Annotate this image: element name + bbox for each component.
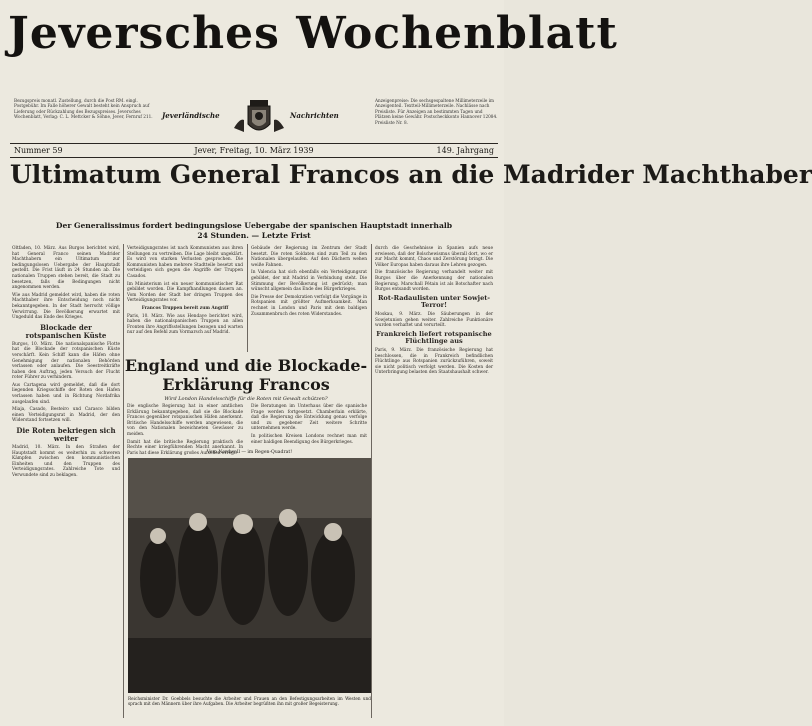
dateline-year: 149. Jahrgang (436, 146, 494, 155)
coat-of-arms-icon (230, 98, 288, 138)
section-heading: Rot-Radaulisten unter Sowjet-Terror! (377, 293, 491, 310)
column-3-bottom (251, 404, 367, 448)
article-paragraph: Madrid, 10. März. In den Straßen der Hauptstadt kommt es weiterhin zu schweren Kämpfen zwischen den kommunistischen Einheiten und den Truppen des Verteidigungsrates. Zahlreiche Tote und Verwundete sind zu beklagen. (12, 445, 120, 478)
photo-top-label: Vom Nordwall — im Regen-Quadrat! (206, 450, 293, 455)
masthead-left-info: Bezugspreis monatl. Zustellung, durch die Post RM. eingl. Postgebühr. Im Falle höherer Gewalt besteht kein Anspruch auf Lieferung oder Rückzahlung des Bezugspreises. Jeversches Wochenblatt, Verlag: C. L. Mettcker & Söhne, Jever, Fernruf 211. (14, 98, 153, 120)
article-paragraph: Moskau, 9. März. Die Säuberungen in der Sowjetunion gehen weiter. Zahlreiche Funktionäre wurden verhaftet und verurteilt. (375, 311, 493, 329)
story2-headline: England und die Blockade-Erklärung Francos (124, 356, 368, 394)
column-2-top (127, 246, 243, 352)
article-paragraph: Die Presse der Demokratien verfolgt die Vorgänge in Rotspanien mit größter Aufmerksamkeit. Man rechnet in London und Paris mit dem baldigen Zusammenbruch des roten Widerstandes. (251, 294, 367, 317)
news-photo (128, 458, 371, 693)
article-paragraph: durch die Geschehnisse in Spanien aufs neue erwiesen, daß der Bolschewismus überall dort, wo er zur Macht kommt, Chaos und Zerstörung bringt. Die Völker Europas haben daraus ihre Lehren gezogen. (375, 246, 493, 268)
article-paragraph: Die englische Regierung hat in einer amtlichen Erklärung bekanntgegeben, daß sie die Blockade Francos gegenüber rotspanischen Häfen anerkennt. Britische Handelsschiffe werden angewiesen, die von den Nationalen bezeichneten Gewässer zu meiden. (127, 404, 243, 437)
article-paragraph: Im Ministerium ist ein neuer kommunistischer Rat gebildet worden. Die Kampfhandlungen dauern an. Vom Norden der Stadt her dringen Truppen des Verteidigungsrates vor. (127, 281, 243, 304)
main-subheadline (10, 221, 498, 241)
dateline-number: Nummer 59 (14, 146, 63, 155)
photo-caption: Reichsminister Dr. Goebbels besuchte die Arbeiter und Frauen an den Befestigungsarbeiten im Westen und sprach mit den Männern über ihre Aufgaben. Die Arbeiter begrüßten ihn mit großer Begeisterung. (128, 696, 371, 707)
rule-bottom (10, 157, 498, 158)
rule-top (10, 143, 498, 144)
article-paragraph: Verteidigungsrates ist nach Kommunisten aus ihren Stellungen zu vertreiben. Die Lage bleibt ungeklärt. Es wird von starken Verlusten gesprochen. Die Kommunisten haben mehrere Stadtteile besetzt und verteidigen sich gegen die Angriffe der Truppen Casados. (127, 246, 243, 279)
article-heading-inline: Francos Truppen bereit zum Angriff (141, 305, 229, 311)
dateline (10, 145, 498, 157)
column-1 (12, 246, 120, 716)
column-2-bottom (127, 404, 243, 456)
article-paragraph: Damit hat die britische Regierung praktisch die Rechte einer kriegführenden Macht anerkannt. In Paris hat diese Erklärung großes Aufsehen erregt. (127, 439, 243, 456)
article-paragraph: In Valencia hat sich ebenfalls ein Verteidigungsrat gebildet, der mit Madrid in Verbindung steht. Die Stimmung der Bevölkerung ist gedrückt; man wünscht allgemein das Ende des Bürgerkrieges. (251, 270, 367, 293)
subheadline-line2: 24 Stunden. — Letzte Frist (197, 231, 311, 240)
article-paragraph: Gebäude der Regierung im Zentrum der Stadt besetzt. Die roten Soldaten sind zum Teil zu den Nationalen übergelaufen. Auf den Dächern wehen weiße Fahnen. (251, 246, 367, 268)
article-paragraph: Paris, 9. März. Die französische Regierung hat beschlossen, die in Frankreich befindlichen Flüchtlinge aus Rotspanien zurückzuführen, soweit sie nicht politisch verfolgt werden. Die Kosten der Unterbringung belasten den Staatshaushalt schwer. (375, 347, 493, 376)
article-paragraph: Burgos, 10. März. Die nationalspanische Flotte hat die Blockade der rotspanischen Küste verschärft. Kein Schiff kann die Häfen ohne Genehmigung der nationalen Behörden verlassen oder anlaufen. Die Seestreitkräfte haben den Auftrag, jeden Versuch der Flucht roter Führer zu verhindern. (12, 341, 120, 381)
dateline-place-date: Jever, Freitag, 10. März 1939 (194, 146, 314, 155)
column-divider (371, 244, 372, 718)
article-paragraph: Paris, 10. März. Wie aus Hendaye berichtet wird, haben die nationalspanischen Truppen an allen Fronten ihre Angriffsstellungen bezogen und warten nur auf den Befehl zum Vormarsch auf Madrid. (127, 313, 243, 336)
column-divider (247, 244, 248, 352)
article-paragraph: Oltfaden, 10. März. Aus Burgos berichtet wird, hat General Franco seinen Madrider Machthabern ein Ultimatum zur bedingungslosen Uebergabe der Hauptstadt gestellt. Die Frist läuft in 24 Stunden ab. Die nationalen Truppen stehen bereit, die Stadt zu besetzen, falls die Bedingungen nicht angenommen werden. (12, 246, 120, 291)
column-3-top (251, 246, 367, 352)
article-paragraph: Die Beratungen im Unterhaus über die spanische Frage werden fortgesetzt. Chamberlain erklärte, daß die Regierung die Entwicklung genau verfolge und zu gegebener Zeit weitere Schritte unternehmen werde. (251, 404, 367, 432)
column-4 (375, 246, 493, 716)
subheadline-line1: Der Generalissimus fordert bedingungslose Uebergabe der spanischen Hauptstadt innerhalb (55, 221, 453, 230)
article-paragraph: In politischen Kreisen Londons rechnet man mit einer baldigen Beendigung des Bürgerkrieges. (251, 433, 367, 445)
crowd-photo-icon (128, 458, 371, 693)
main-headline: Ultimatum General Francos an die Madrider Machthaber (10, 160, 812, 189)
masthead-subtitle-left: Jeverländische (162, 111, 220, 120)
article-paragraph: Wie aus Madrid gemeldet wird, haben die roten Machthaber ihre Entscheidung noch nicht bekanntgegeben. In der Stadt herrscht völlige Verwirrung. Die Bevölkerung erwartet mit Ungeduld das Ende des Krieges. (12, 292, 120, 321)
column-divider (123, 244, 124, 718)
section-heading: Die Roten bekriegen sich weiter (16, 426, 116, 444)
article-paragraph: Die französische Regierung verhandelt weiter mit Burgos über die Anerkennung der nationalen Regierung. Marschall Pétain ist als Botschafter nach Burgos entsandt worden. (375, 270, 493, 293)
article-paragraph: Miaja, Casado, Besteiro und Carasco bilden einen Verteidigungsrat in Madrid, der den Widerstand fortsetzen will. (12, 407, 120, 424)
masthead-subtitle-right: Nachrichten (290, 111, 339, 120)
masthead-right-info: Anzeigenpreise: Die sechsgespaltene Millimeterzeile im Anzeigenteil. Textteil-Millimeterzeile. Nachlässe nach Preisliste. Für Anzeigen an bestimmten Tagen und Plätzen keine Gewähr. Postscheckkonto Hannover 12084. Preisliste Nr. 8. (375, 98, 498, 125)
article-paragraph: Aus Cartagena wird gemeldet, daß die dort liegenden Kriegsschiffe der Roten den Hafen verlassen haben und in Richtung Nordafrika ausgelaufen sind. (12, 382, 120, 405)
story2-subtitle: Wird London Handelsschiffe für die Roten mit Gewalt schützen? (164, 396, 328, 402)
section-heading: Blockade der rotspanischen Küste (25, 322, 107, 340)
section-heading: Frankreich liefert rotspanische Flüchtlinge aus (376, 329, 492, 346)
masthead-title: Jeversches Wochenblatt (8, 8, 618, 59)
